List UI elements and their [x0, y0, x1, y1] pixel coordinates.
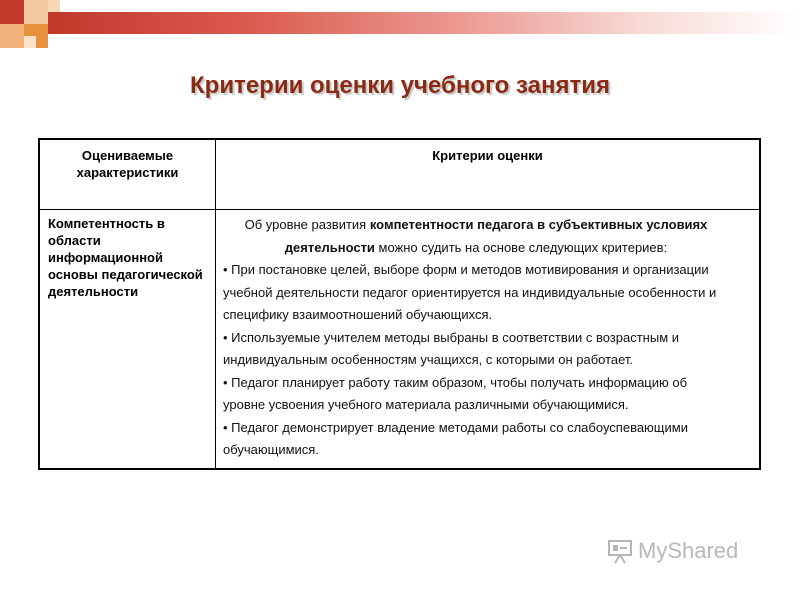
- header-criteria: Критерии оценки: [216, 139, 761, 210]
- criteria-bullet: • Педагог демонстрирует владение методами работы со слабоуспевающими обучающимися.: [223, 419, 688, 457]
- table-row: [39, 210, 760, 469]
- decor-square: [24, 36, 36, 48]
- characteristic-cell: Компетентность в области информационной основы педагогической деятельности: [39, 210, 216, 469]
- intro-text: Об уровне развития: [244, 217, 370, 232]
- criteria-table: [38, 138, 761, 470]
- watermark: [606, 538, 738, 564]
- intro-bold-text: компетентности педагога в субъективных условиях деятельности: [284, 217, 708, 255]
- criteria-cell: [216, 210, 761, 469]
- header-characteristics: Оцениваемые характеристики: [39, 139, 216, 210]
- decor-square: [0, 0, 24, 24]
- slide-title: Критерии оценки учебного занятия: [190, 72, 610, 99]
- decor-square: [24, 0, 48, 24]
- criteria-bullet: • Педагог планирует работу таким образом, чтобы получать информацию об уровне усвоения учебного материала различными обучающимися.: [223, 374, 688, 412]
- criteria-bullet: • При постановке целей, выборе форм и методов мотивирования и организации учебной деятельности педагог ориентируется на индивидуальные особенности и специфику взаимоотношений обучающихся.: [223, 262, 717, 322]
- decor-square: [48, 0, 60, 12]
- watermark-text: MyShared: [638, 538, 739, 563]
- criteria-bullet: • Используемые учителем методы выбраны в соответствии с возрастным и индивидуальным особенностям учащихся, с которыми он работает.: [223, 329, 680, 367]
- presentation-board-icon: [606, 538, 634, 564]
- header-gradient-bar: [48, 12, 800, 34]
- criteria-intro: [223, 214, 729, 259]
- decor-square: [0, 24, 24, 48]
- intro-text-end: можно судить на основе следующих критериев:: [374, 239, 668, 255]
- table-header-row: [39, 139, 760, 210]
